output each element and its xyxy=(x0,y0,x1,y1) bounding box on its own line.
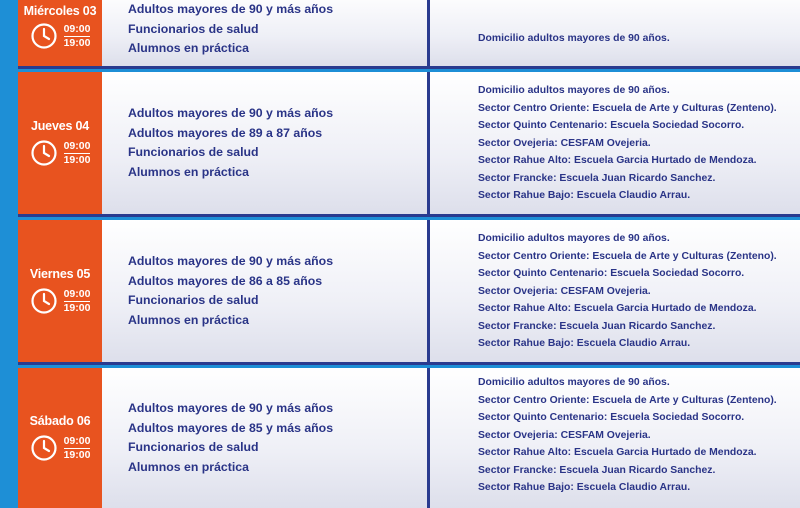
groups-list xyxy=(128,104,333,182)
places-cell xyxy=(430,368,800,508)
place-item: Sector Quinto Centenario: Escuela Sociedad Socorro. xyxy=(478,267,745,279)
place-item: Sector Francke: Escuela Juan Ricardo Sanchez. xyxy=(478,320,716,332)
group-item: Adultos mayores de 85 y más años xyxy=(128,420,334,435)
groups-cell xyxy=(102,72,430,214)
group-item: Alumnos en práctica xyxy=(128,312,249,327)
places-list xyxy=(478,30,670,48)
group-item: Adultos mayores de 90 y más años xyxy=(128,2,334,16)
place-item: Domicilio adultos mayores de 90 años. xyxy=(478,377,670,388)
place-item: Sector Rahue Alto: Escuela Garcia Hurtado de Mendoza. xyxy=(478,302,757,314)
place-item: Sector Francke: Escuela Juan Ricardo Sanchez. xyxy=(478,464,716,476)
schedule-time xyxy=(30,139,91,167)
group-item: Alumnos en práctica xyxy=(128,164,249,179)
group-item: Funcionarios de salud xyxy=(128,440,259,454)
time-end: 19:00 xyxy=(63,301,91,314)
place-item: Sector Rahue Alto: Escuela Garcia Hurtado de Mendoza. xyxy=(478,154,757,166)
groups-list xyxy=(128,399,333,477)
place-item: Sector Rahue Bajo: Escuela Claudio Arrau. xyxy=(478,189,691,201)
place-item: Sector Quinto Centenario: Escuela Sociedad Socorro. xyxy=(478,119,745,131)
time-start: 09:00 xyxy=(63,287,91,300)
group-item: Funcionarios de salud xyxy=(128,21,259,36)
groups-cell xyxy=(102,368,430,508)
groups-cell xyxy=(102,220,430,362)
place-item: Sector Ovejeria: CESFAM Ovejeria. xyxy=(478,429,651,441)
places-list xyxy=(478,82,777,205)
day-label: Miércoles 03 xyxy=(23,4,97,18)
group-item: Adultos mayores de 89 a 87 años xyxy=(128,125,323,140)
places-cell xyxy=(430,0,800,66)
place-item: Domicilio adultos mayores de 90 años. xyxy=(478,232,670,244)
places-cell xyxy=(430,220,800,362)
place-item: Sector Centro Oriente: Escuela de Arte y Culturas (Zenteno). xyxy=(478,394,777,406)
groups-list xyxy=(128,0,333,59)
place-item: Domicilio adultos mayores de 90 años. xyxy=(478,33,670,44)
place-item: Domicilio adultos mayores de 90 años. xyxy=(478,84,670,96)
day-cell xyxy=(18,368,102,508)
group-item: Alumnos en práctica xyxy=(128,41,249,56)
place-item: Sector Ovejeria: CESFAM Ovejeria. xyxy=(478,137,651,149)
time-end: 19:00 xyxy=(63,448,91,461)
day-label: Jueves 04 xyxy=(31,119,89,133)
clock-icon xyxy=(30,139,58,167)
day-cell xyxy=(18,0,102,66)
day-cell xyxy=(18,220,102,362)
place-item: Sector Centro Oriente: Escuela de Arte y Culturas (Zenteno). xyxy=(478,102,777,114)
group-item: Alumnos en práctica xyxy=(128,459,249,474)
place-item: Sector Centro Oriente: Escuela de Arte y Culturas (Zenteno). xyxy=(478,250,777,262)
group-item: Funcionarios de salud xyxy=(128,145,259,159)
places-list xyxy=(478,230,777,353)
groups-cell xyxy=(102,0,430,66)
place-item: Sector Rahue Alto: Escuela Garcia Hurtado de Mendoza. xyxy=(478,447,757,458)
day-label: Sábado 06 xyxy=(29,414,91,428)
time-start: 09:00 xyxy=(63,22,91,35)
place-item: Sector Rahue Bajo: Escuela Claudio Arrau. xyxy=(478,337,691,349)
schedule-time xyxy=(30,22,91,50)
clock-icon xyxy=(30,287,58,315)
schedule-time xyxy=(30,434,91,462)
place-item: Sector Quinto Centenario: Escuela Sociedad Socorro. xyxy=(478,412,745,423)
clock-icon xyxy=(30,434,58,462)
group-item: Funcionarios de salud xyxy=(128,293,259,307)
schedule-row xyxy=(18,368,800,508)
schedule-row xyxy=(18,0,800,69)
group-item: Adultos mayores de 86 a 85 años xyxy=(128,273,323,288)
group-item: Adultos mayores de 90 y más años xyxy=(128,400,334,415)
schedule-row xyxy=(18,72,800,217)
schedule-row xyxy=(18,220,800,365)
place-item: Sector Ovejeria: CESFAM Ovejeria. xyxy=(478,285,651,297)
place-item: Sector Rahue Bajo: Escuela Claudio Arrau. xyxy=(478,482,691,493)
group-item: Adultos mayores de 90 y más años xyxy=(128,105,334,120)
day-cell xyxy=(18,72,102,214)
time-start: 09:00 xyxy=(63,139,91,152)
time-start: 09:00 xyxy=(63,434,91,447)
place-item: Sector Francke: Escuela Juan Ricardo Sanchez. xyxy=(478,172,716,184)
clock-icon xyxy=(30,22,58,50)
time-end: 19:00 xyxy=(63,153,91,166)
places-cell xyxy=(430,72,800,214)
group-item: Adultos mayores de 90 y más años xyxy=(128,253,334,268)
time-end: 19:00 xyxy=(63,36,91,49)
day-label: Viernes 05 xyxy=(29,267,91,281)
schedule-time xyxy=(30,287,91,315)
places-list xyxy=(478,374,777,497)
groups-list xyxy=(128,252,333,330)
